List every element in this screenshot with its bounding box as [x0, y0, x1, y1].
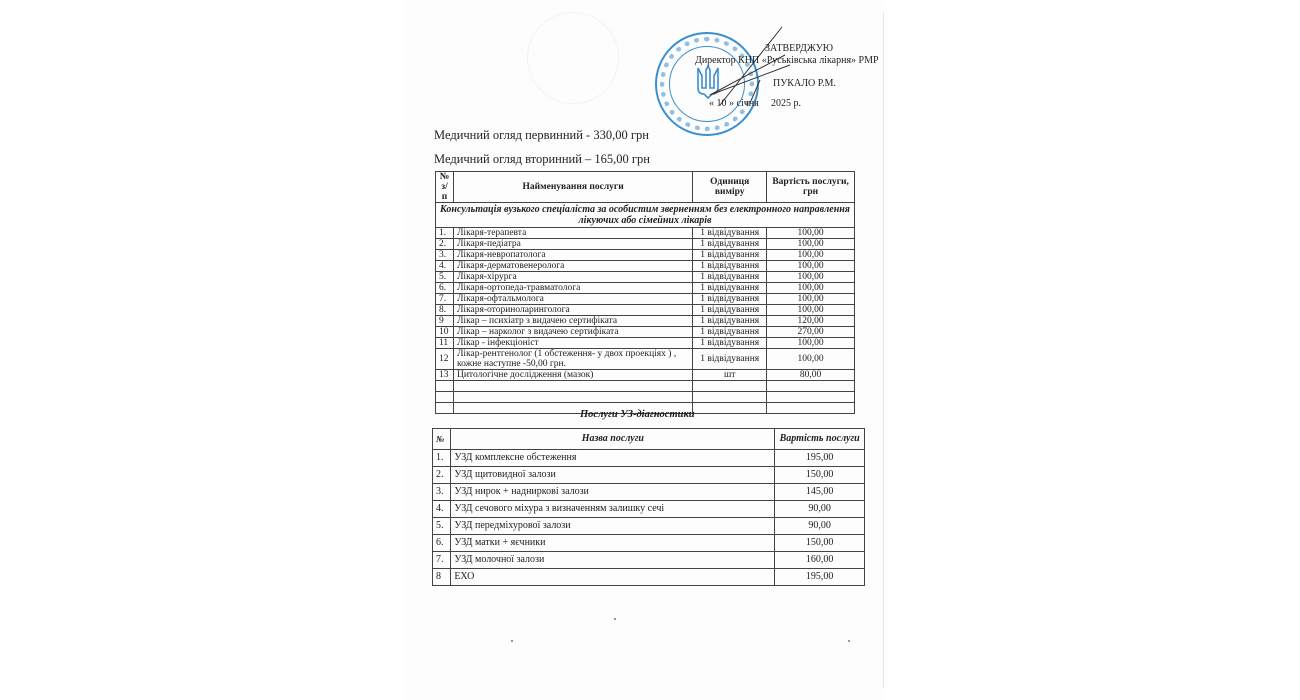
service-name: Лікаря-хірурга [453, 272, 692, 283]
table-row [433, 450, 865, 467]
approval-date-day: « 10 » січня [709, 98, 759, 109]
empty-cell [436, 381, 454, 392]
table-row [436, 305, 855, 316]
row-num: 5. [433, 518, 451, 535]
table-row [436, 316, 855, 327]
table-row [433, 569, 865, 586]
approval-signatory: ПУКАЛО Р.М. [773, 78, 836, 89]
service-name: Лікаря-педіатра [453, 239, 692, 250]
empty-cell [693, 392, 767, 403]
col-header-name: Назва послуги [451, 429, 775, 450]
table-row [436, 228, 855, 239]
unit: 1 відвідування [693, 338, 767, 349]
table-row [436, 261, 855, 272]
empty-cell [436, 403, 454, 414]
table-row [436, 294, 855, 305]
service-name: Лікар-рентгенолог (1 обстеження- у двох проекціях ) , кожне наступне -50,00 грн. [453, 349, 692, 370]
unit: 1 відвідування [693, 305, 767, 316]
price: 100,00 [767, 261, 855, 272]
row-num: 5. [436, 272, 454, 283]
unit: 1 відвідування [693, 250, 767, 261]
empty-cell [767, 392, 855, 403]
empty-row [436, 392, 855, 403]
row-num: 7. [433, 552, 451, 569]
table-row [433, 552, 865, 569]
section-title: Консультація вузького спеціаліста за особистим зверненням без електронного направлення лікуючих або сімейних лікарів [436, 203, 855, 228]
row-num: 4. [436, 261, 454, 272]
table-header-row [433, 429, 865, 450]
table-row [436, 283, 855, 294]
row-num: 1. [436, 228, 454, 239]
empty-cell [767, 381, 855, 392]
price: 100,00 [767, 283, 855, 294]
service-name: УЗД комплексне обстеження [451, 450, 775, 467]
service-name: Цитологічне дослідження (мазок) [453, 370, 692, 381]
unit: 1 відвідування [693, 228, 767, 239]
price: 270,00 [767, 327, 855, 338]
price: 90,00 [775, 518, 865, 535]
section-row [436, 203, 855, 228]
row-num: 8 [433, 569, 451, 586]
unit: 1 відвідування [693, 294, 767, 305]
unit: 1 відвідування [693, 316, 767, 327]
col-header-price: Вартість послуги, грн [767, 172, 855, 203]
empty-row [436, 381, 855, 392]
price: 195,00 [775, 569, 865, 586]
table-row [436, 349, 855, 370]
price: 120,00 [767, 316, 855, 327]
price: 90,00 [775, 501, 865, 518]
col-header-num: № з/п [436, 172, 454, 203]
service-name: Лікаря-оториноларинголога [453, 305, 692, 316]
price: 195,00 [775, 450, 865, 467]
row-num: 6. [433, 535, 451, 552]
price: 100,00 [767, 349, 855, 370]
table-row [436, 272, 855, 283]
consultations-table [435, 171, 855, 414]
table-row [436, 250, 855, 261]
price: 150,00 [775, 535, 865, 552]
scan-speck [511, 640, 513, 642]
empty-cell [767, 403, 855, 414]
row-num: 3. [436, 250, 454, 261]
empty-cell [436, 392, 454, 403]
scan-speck [614, 618, 616, 620]
table-row [433, 518, 865, 535]
faint-seal-imprint [527, 12, 619, 104]
row-num: 2. [433, 467, 451, 484]
row-num: 1. [433, 450, 451, 467]
service-name: Лікар - інфекціоніст [453, 338, 692, 349]
row-num: 13 [436, 370, 454, 381]
price: 145,00 [775, 484, 865, 501]
unit: 1 відвідування [693, 272, 767, 283]
page-edge-line [883, 12, 884, 688]
col-header-num: № [433, 429, 451, 450]
row-num: 4. [433, 501, 451, 518]
row-num: 6. [436, 283, 454, 294]
table-row [436, 370, 855, 381]
row-num: 12 [436, 349, 454, 370]
table-row [436, 239, 855, 250]
table-row [433, 535, 865, 552]
approval-position: Директор КНП «Руськівська лікарня» РМР [695, 55, 879, 66]
price: 100,00 [767, 239, 855, 250]
col-header-name: Найменування послуги [453, 172, 692, 203]
unit: 1 відвідування [693, 261, 767, 272]
row-num: 10 [436, 327, 454, 338]
row-num: 9 [436, 316, 454, 327]
service-name: УЗД молочної залози [451, 552, 775, 569]
service-name: УЗД матки + яєчники [451, 535, 775, 552]
empty-cell [453, 392, 692, 403]
service-name: Лікар – психіатр з видачею сертифіката [453, 316, 692, 327]
table-row [436, 327, 855, 338]
secondary-exam-price: Медичний огляд вторинний – 165,00 грн [434, 152, 650, 166]
service-name: ЕХО [451, 569, 775, 586]
empty-cell [693, 403, 767, 414]
service-name: Лікаря-ортопеда-травматолога [453, 283, 692, 294]
service-name: Лікаря-терапевта [453, 228, 692, 239]
price: 160,00 [775, 552, 865, 569]
row-num: 8. [436, 305, 454, 316]
col-header-unit: Одиниця виміру [693, 172, 767, 203]
approval-title: ЗАТВЕРДЖУЮ [765, 43, 834, 54]
row-num: 7. [436, 294, 454, 305]
service-name: Лікаря-офтальмолога [453, 294, 692, 305]
service-name: УЗД щитовидної залози [451, 467, 775, 484]
unit: 1 відвідування [693, 239, 767, 250]
price: 100,00 [767, 294, 855, 305]
price: 100,00 [767, 250, 855, 261]
approval-date-year: 2025 р. [771, 98, 801, 109]
service-name: Лікаря-дерматовенеролога [453, 261, 692, 272]
scan-speck [848, 640, 850, 642]
primary-exam-price: Медичний огляд первинний - 330,00 грн [434, 128, 649, 142]
price: 100,00 [767, 272, 855, 283]
unit: 1 відвідування [693, 283, 767, 294]
unit: 1 відвідування [693, 349, 767, 370]
ultrasound-section-title: Послуги УЗ-діагностики [580, 409, 695, 420]
row-num: 11 [436, 338, 454, 349]
price: 100,00 [767, 338, 855, 349]
ultrasound-table [432, 428, 865, 586]
price: 80,00 [767, 370, 855, 381]
unit: шт [693, 370, 767, 381]
table-row [433, 484, 865, 501]
table-header-row [436, 172, 855, 203]
price: 100,00 [767, 228, 855, 239]
row-num: 2. [436, 239, 454, 250]
service-name: УЗД сечового міхура з визначенням залишку сечі [451, 501, 775, 518]
service-name: УЗД нирок + надниркові залози [451, 484, 775, 501]
service-name: Лікаря-невропатолога [453, 250, 692, 261]
table-row [433, 467, 865, 484]
service-name: УЗД передміхурової залози [451, 518, 775, 535]
row-num: 3. [433, 484, 451, 501]
table-row [433, 501, 865, 518]
empty-cell [693, 381, 767, 392]
table-row [436, 338, 855, 349]
price: 150,00 [775, 467, 865, 484]
empty-cell [453, 381, 692, 392]
col-header-price: Вартість послуги [775, 429, 865, 450]
service-name: Лікар – нарколог з видачею сертифіката [453, 327, 692, 338]
price: 100,00 [767, 305, 855, 316]
unit: 1 відвідування [693, 327, 767, 338]
